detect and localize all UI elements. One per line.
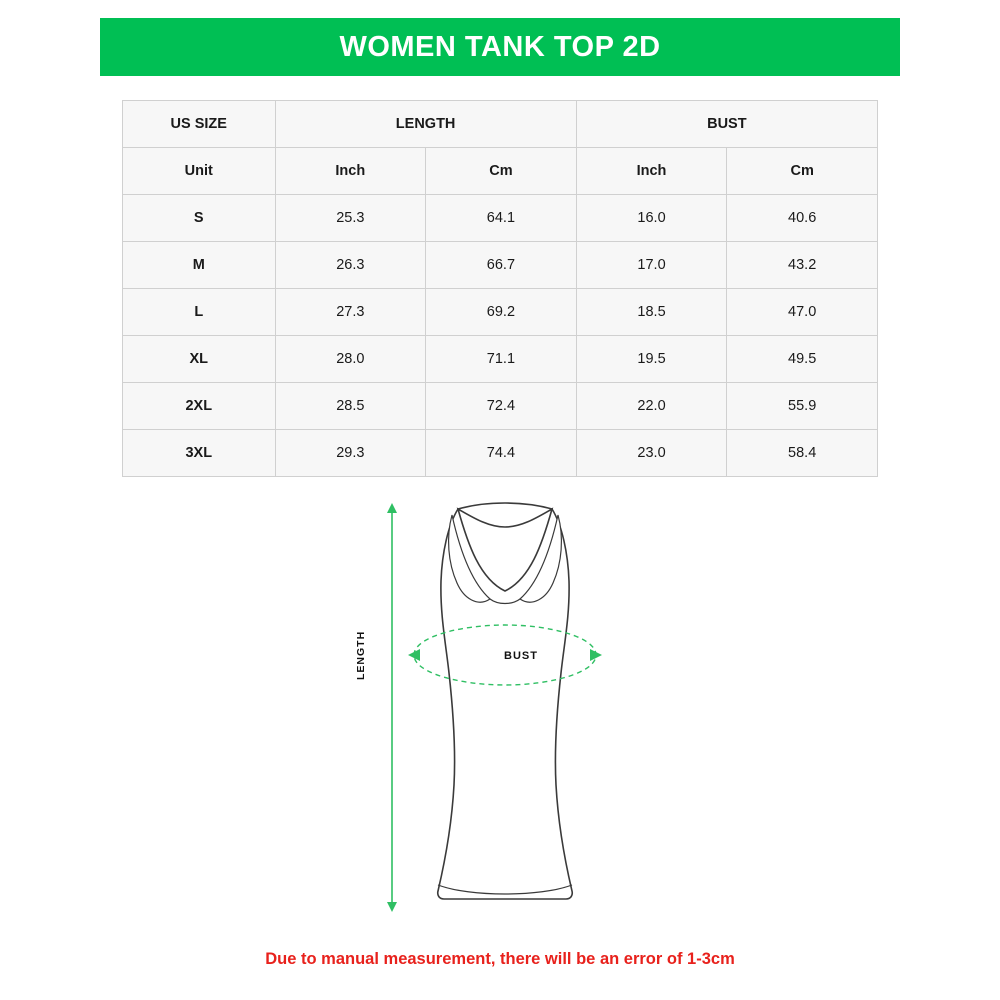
table-row (123, 430, 878, 477)
cell-length-inch: 29.3 (275, 430, 426, 477)
cell-length-inch: 28.0 (275, 336, 426, 383)
tank-top-diagram (340, 495, 670, 920)
cell-length-cm: 71.1 (426, 336, 577, 383)
table-row (123, 336, 878, 383)
cell-size: 3XL (123, 430, 276, 477)
table-group-header-row (123, 101, 878, 148)
table-row (123, 242, 878, 289)
cell-bust-cm: 47.0 (727, 289, 878, 336)
length-guide (387, 503, 397, 912)
cell-bust-cm: 40.6 (727, 195, 878, 242)
unit-length-cm: Cm (426, 148, 577, 195)
unit-length-inch: Inch (275, 148, 426, 195)
cell-size: L (123, 289, 276, 336)
cell-length-cm: 74.4 (426, 430, 577, 477)
cell-length-inch: 28.5 (275, 383, 426, 430)
header-banner (100, 18, 900, 76)
cell-bust-cm: 43.2 (727, 242, 878, 289)
unit-label: Unit (123, 148, 276, 195)
table-row (123, 195, 878, 242)
header-length: LENGTH (275, 101, 576, 148)
cell-bust-cm: 55.9 (727, 383, 878, 430)
tank-top-outline (438, 503, 573, 899)
bust-axis-label: BUST (501, 650, 541, 662)
cell-size: M (123, 242, 276, 289)
header-us-size: US SIZE (123, 101, 276, 148)
measurement-disclaimer: Due to manual measurement, there will be an error of 1-3cm (265, 950, 735, 968)
cell-bust-cm: 49.5 (727, 336, 878, 383)
garment-illustration (340, 495, 670, 920)
cell-bust-inch: 16.0 (576, 195, 727, 242)
length-axis-label: LENGTH (355, 630, 367, 680)
cell-bust-inch: 23.0 (576, 430, 727, 477)
cell-length-cm: 72.4 (426, 383, 577, 430)
header-bust: BUST (576, 101, 877, 148)
cell-size: XL (123, 336, 276, 383)
cell-length-cm: 64.1 (426, 195, 577, 242)
cell-bust-inch: 17.0 (576, 242, 727, 289)
cell-length-inch: 26.3 (275, 242, 426, 289)
unit-bust-cm: Cm (727, 148, 878, 195)
size-chart-container (122, 100, 878, 477)
cell-bust-inch: 19.5 (576, 336, 727, 383)
cell-length-cm: 66.7 (426, 242, 577, 289)
table-unit-row (123, 148, 878, 195)
cell-size: S (123, 195, 276, 242)
unit-bust-inch: Inch (576, 148, 727, 195)
table-row (123, 289, 878, 336)
cell-bust-inch: 18.5 (576, 289, 727, 336)
table-row (123, 383, 878, 430)
size-chart-table (122, 100, 878, 477)
cell-length-inch: 25.3 (275, 195, 426, 242)
cell-bust-inch: 22.0 (576, 383, 727, 430)
cell-length-inch: 27.3 (275, 289, 426, 336)
page-title: WOMEN TANK TOP 2D (339, 30, 661, 63)
cell-length-cm: 69.2 (426, 289, 577, 336)
cell-size: 2XL (123, 383, 276, 430)
cell-bust-cm: 58.4 (727, 430, 878, 477)
